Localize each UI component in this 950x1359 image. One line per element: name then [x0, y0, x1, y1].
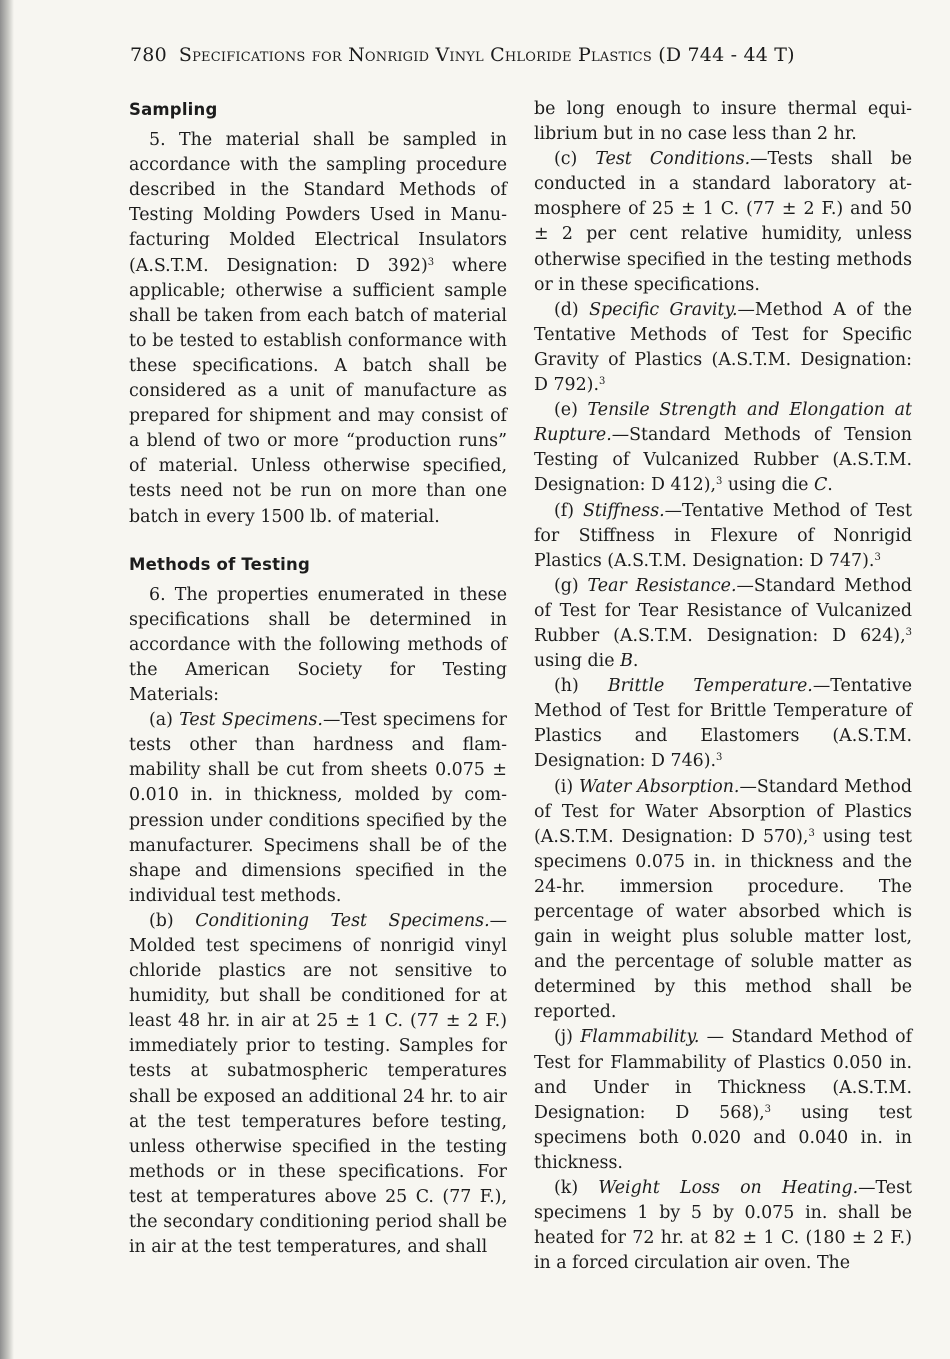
footnote-ref: 3	[427, 256, 435, 268]
footnote-ref: 3	[905, 626, 912, 638]
item-j: (j) Flammability. — Standard Method of Test for Flammability of Plastics 0.050 in. and Under in Thickness (A.S.T.M. Designation: D 568),$^3$ using test specimens both 0.020 and 0.040 in. in thickness.	[534, 1027, 912, 1173]
page-number: 780	[130, 44, 167, 66]
item-f: (f) Stiffness.—Tentative Method of Test for Stiffness in Flexure of Nonrigid Plastics (A.S.T.M. Designation: D 747).$^3$	[534, 500, 912, 571]
left-column	[129, 97, 507, 1260]
paragraph-5: 5. The material shall be sampled in accordance with the sampling procedure described in the Standard Methods of Testing Molding Powders Used in Manufacturing Molded Electrical Insulators (A.S.T.M. Designation: D 392)$^3$ where applicable; otherwise a sufficient sample shall be taken from each batch of material to be tested to establish conformance with these specifications. A batch shall be considered as a unit of manufacture as prepared for shipment and may consist of a blend of two or more “production runs” of material. Unless otherwise specified, tests need not be run on more than one batch in every 1500 lb. of material.	[129, 130, 507, 527]
item-c: (c) Test Conditions.—Tests shall be conducted in a standard laboratory atmosphere of 25 ± 1 C. (77 ± 2 F.) and 50 ± 2 per cent relative humidity, unless otherwise specified in the testing methods or in these specifications.	[534, 149, 913, 295]
footnote-ref: 3	[716, 476, 723, 488]
sampling-heading: Sampling	[129, 100, 218, 119]
paragraph-6: 6. The properties enumerated in these specifications shall be determined in accordance with the following methods of the American Society for Testing Materials:	[129, 584, 507, 706]
methods-heading: Methods of Testing	[129, 554, 310, 574]
footnote-ref: 3	[764, 1103, 772, 1115]
footnote-ref: 3	[874, 551, 881, 563]
item-k: (k) Weight Loss on Heating.—Test specimens 1 by 5 by 0.075 in. shall be heated for 72 hr. at 82 ± 1 C. (180 ± 2 F.) in a forced circulation air oven. The	[534, 1178, 912, 1274]
item-g: (g) Tear Resistance.—Standard Method of Test for Tear Resistance of Vulcanized Rubber (A.S.T.M. Designation: D 624),$^3$ using die B.	[534, 575, 912, 672]
item-b-continued: be long enough to insure thermal equilibrium but in no case less than 2 hr.	[534, 99, 912, 145]
item-b: (b) Conditioning Test Specimens.—Molded test specimens of nonrigid vinyl chloride plastics are not sensitive to humidity, but shall be conditioned for at least 48 hr. in air at 25 ± 1 C. (77 ± 2 F.) immediately prior to testing. Samples for tests at subatmospheric temperatures shall be exposed an additional 24 hr. to air at the test temperatures before testing, unless otherwise specified in the testing methods or in these specifications. For test at temperatures above 25 C. (77 F.), the secondary conditioning period shall be in air at the test temperatures, and shall	[129, 910, 507, 1258]
right-column	[534, 97, 912, 1276]
item-e: (e) Tensile Strength and Elongation at Rupture.—Standard Methods of Tension Testing of Vulcanized Rubber (A.S.T.M. Designation: D 412),$^3$ using die C.	[534, 400, 912, 496]
item-i: (i) Water Absorption.—Standard Method of Test for Water Absorption of Plastics (A.S.T.M. Designation: D 570),$^3$ using test specimens 0.075 in. in thickness and the 24-hr. immersion procedure. The percentage of water absorbed which is gain in weight plus soluble matter lost, and the percentage of soluble matter as determined by this method shall be reported.	[534, 776, 912, 1023]
footnote-ref: 3	[716, 752, 723, 764]
designation: (D 744 - 44 T)	[658, 44, 795, 66]
book-binding-edge	[0, 0, 14, 1359]
item-h: (h) Brittle Temperature.—Tentative Method of Test for Brittle Temperature of Plastics and Elastomers (A.S.T.M. Designation: D 746).$^3$	[534, 676, 912, 772]
footnote-ref: 3	[598, 376, 606, 388]
footnote-ref: 3	[808, 827, 815, 839]
running-title: Specifications for Nonrigid Vinyl Chloride Plastics	[178, 44, 652, 66]
running-header	[130, 44, 890, 66]
item-d: (d) Specific Gravity.—Method A of the Tentative Methods of Test for Specific Gravity of Plastics (A.S.T.M. Designation: D 792).$^3$	[534, 299, 912, 396]
item-a: (a) Test Specimens.—Test specimens for tests other than hardness and flammability shall be cut from sheets 0.075 ± 0.010 in. in thickness, molded by compression under conditions specified by the manufacturer. Specimens shall be of the shape and dimensions specified in the individual test methods.	[129, 710, 507, 906]
